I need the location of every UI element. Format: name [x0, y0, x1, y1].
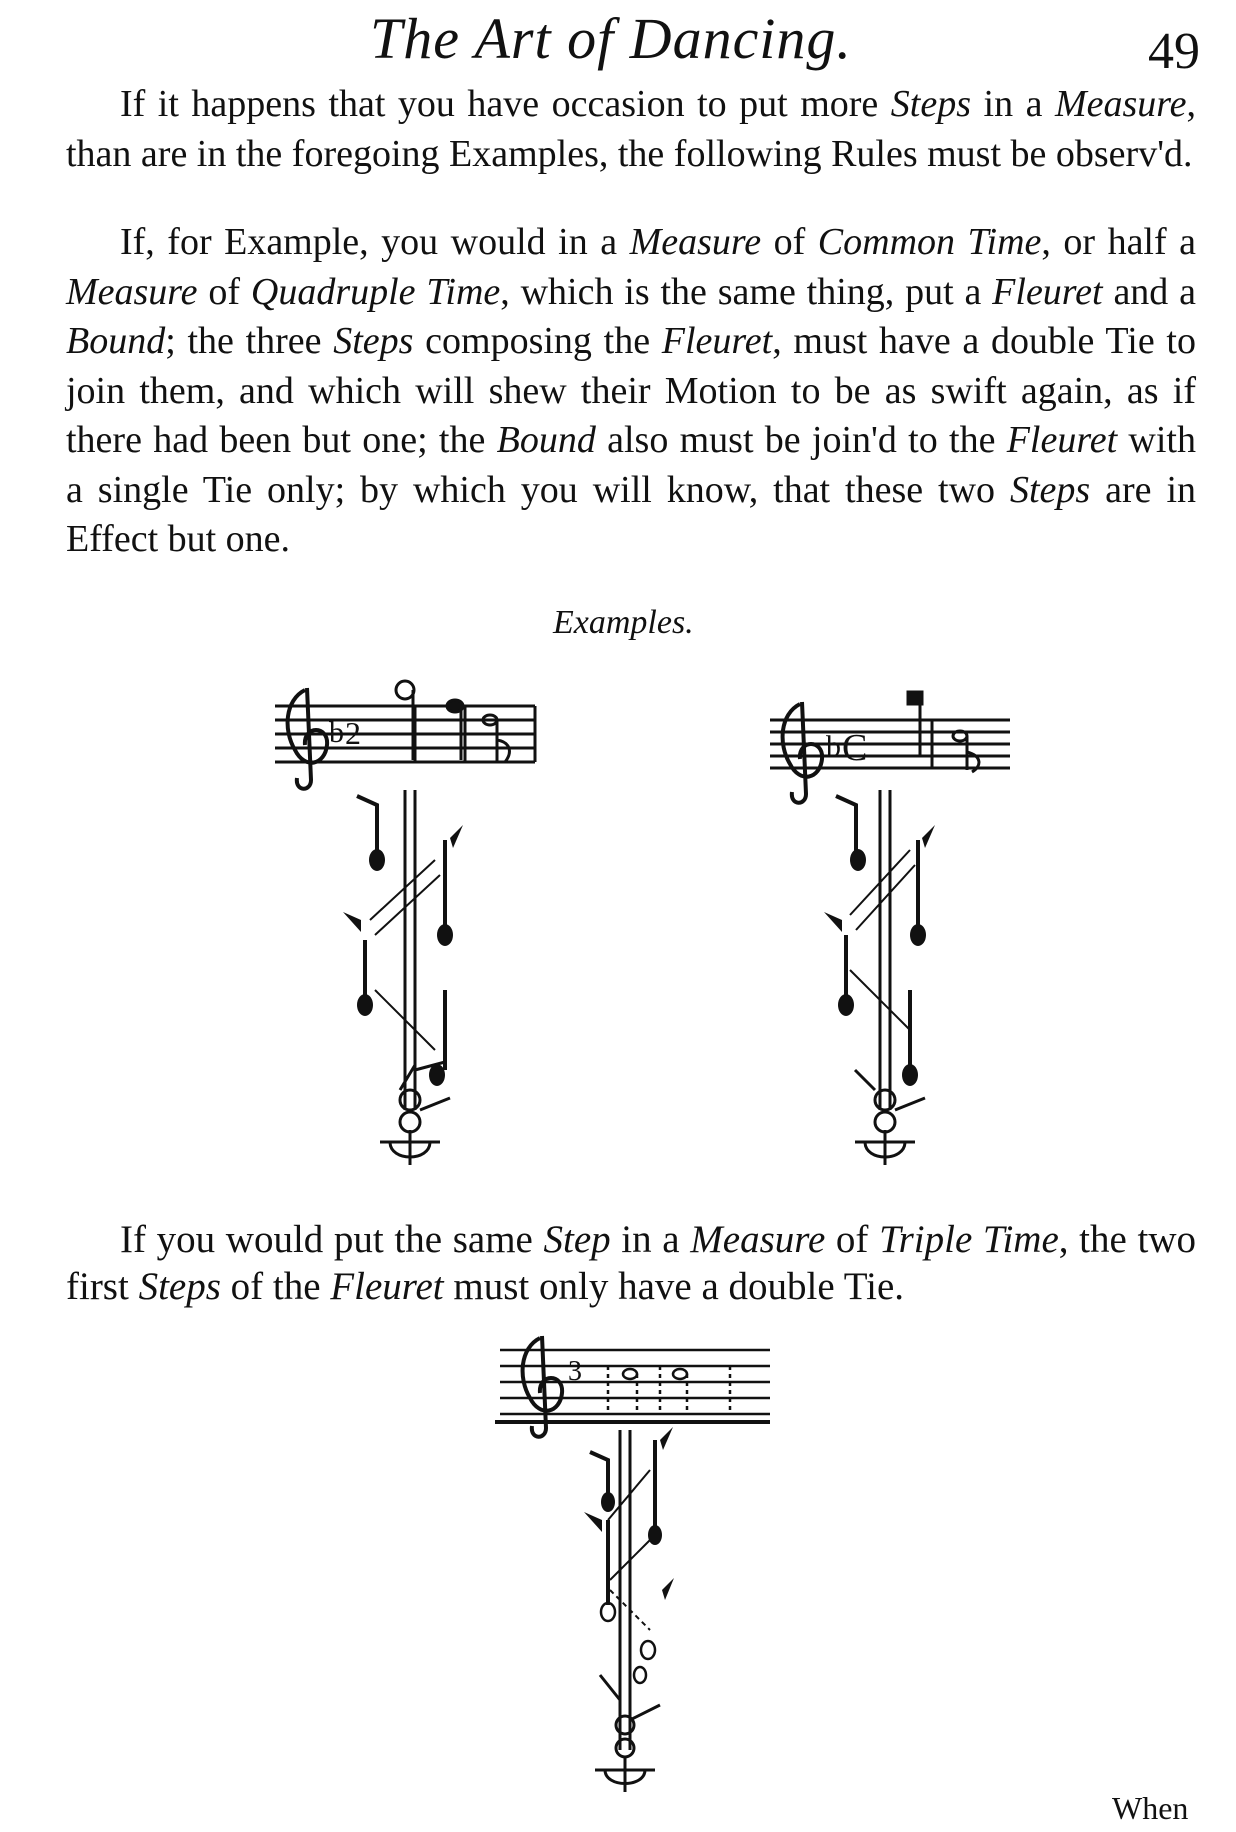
- italic-term: Fleuret: [992, 270, 1103, 313]
- italic-term: Steps: [1009, 468, 1091, 511]
- time-signature: 2: [345, 715, 361, 751]
- italic-term: Fleuret: [661, 320, 773, 362]
- treble-clef-icon: [288, 688, 328, 789]
- italic-term: Bound: [496, 419, 596, 461]
- flat-sign: b: [826, 730, 841, 763]
- italic-term: Steps: [333, 320, 414, 362]
- open-step-marks: [601, 1603, 655, 1683]
- text-run: in a: [610, 1218, 691, 1261]
- text-run: are in Effect but one.: [66, 468, 1196, 560]
- notation-svg: [760, 670, 1040, 1170]
- text-run: If you would put the same: [120, 1218, 544, 1261]
- italic-term: Measure: [629, 221, 762, 263]
- paragraph-2: [66, 218, 1196, 565]
- italic-term: Quadruple Time: [250, 270, 501, 313]
- time-signature: 3: [568, 1356, 582, 1387]
- italic-term: Triple Time: [879, 1218, 1059, 1261]
- text-run: , than are in the foregoing Examples, the following Rules must be observ'd.: [66, 83, 1196, 175]
- text-run: , or half a: [1041, 221, 1197, 263]
- text-run: composing the: [413, 320, 662, 362]
- text-run: and a: [1102, 270, 1197, 313]
- dance-track: [836, 790, 918, 1110]
- dance-track: [590, 1430, 660, 1750]
- italic-term: Steps: [890, 83, 972, 125]
- text-run: , which is the same thing, put a: [500, 270, 993, 313]
- text-run: with a single Tie only; by which you will know, that these two: [66, 419, 1196, 511]
- dance-notation-figure-1: [265, 670, 545, 1170]
- text-run: If it happens that you have occasion to put more: [120, 83, 891, 125]
- dance-track: [357, 790, 445, 1110]
- paragraph-1: [66, 80, 1196, 179]
- dance-notation-figure-3: [490, 1330, 790, 1800]
- italic-term: Measure: [1054, 83, 1187, 125]
- start-position-icon: [595, 1716, 655, 1792]
- notation-svg: [265, 670, 545, 1170]
- examples-label: Examples.: [553, 604, 694, 641]
- text-run: of the: [220, 1265, 331, 1308]
- italic-term: Step: [543, 1218, 611, 1261]
- text-run: in a: [971, 83, 1055, 125]
- treble-clef-icon: [783, 702, 823, 803]
- text-run: of: [197, 270, 251, 313]
- dance-notation-figure-2: [760, 670, 1040, 1170]
- flat-sign: b: [329, 716, 344, 749]
- italic-term: Measure: [690, 1218, 826, 1261]
- time-signature: C: [842, 727, 868, 769]
- text-run: If, for Example, you would in a: [120, 221, 630, 263]
- text-run: of: [825, 1218, 880, 1261]
- text-run: , must have a double Tie to join them, and which will shew their Motion to be as swift again, as if there had been but one; the: [66, 320, 1196, 461]
- text-run: must only have a double Tie.: [443, 1265, 905, 1308]
- italic-term: Steps: [138, 1265, 221, 1308]
- text-run: also must be join'd to the: [595, 419, 1007, 461]
- notation-svg: [490, 1330, 790, 1800]
- italic-term: Measure: [66, 270, 198, 313]
- staff: [495, 1350, 770, 1422]
- text-run: , the two first: [66, 1218, 1196, 1308]
- page-number: 49: [1148, 23, 1200, 80]
- italic-term: Fleuret: [1006, 419, 1118, 461]
- text-run: ; the three: [165, 320, 334, 362]
- paragraph-3: [66, 1216, 1196, 1310]
- text-run: of: [761, 221, 818, 263]
- running-title: The Art of Dancing.: [370, 6, 852, 71]
- italic-term: Bound: [66, 320, 166, 362]
- italic-term: Common Time: [817, 221, 1042, 263]
- catchword: When: [1112, 1790, 1189, 1826]
- notes: [623, 1369, 687, 1414]
- italic-term: Fleuret: [330, 1265, 444, 1308]
